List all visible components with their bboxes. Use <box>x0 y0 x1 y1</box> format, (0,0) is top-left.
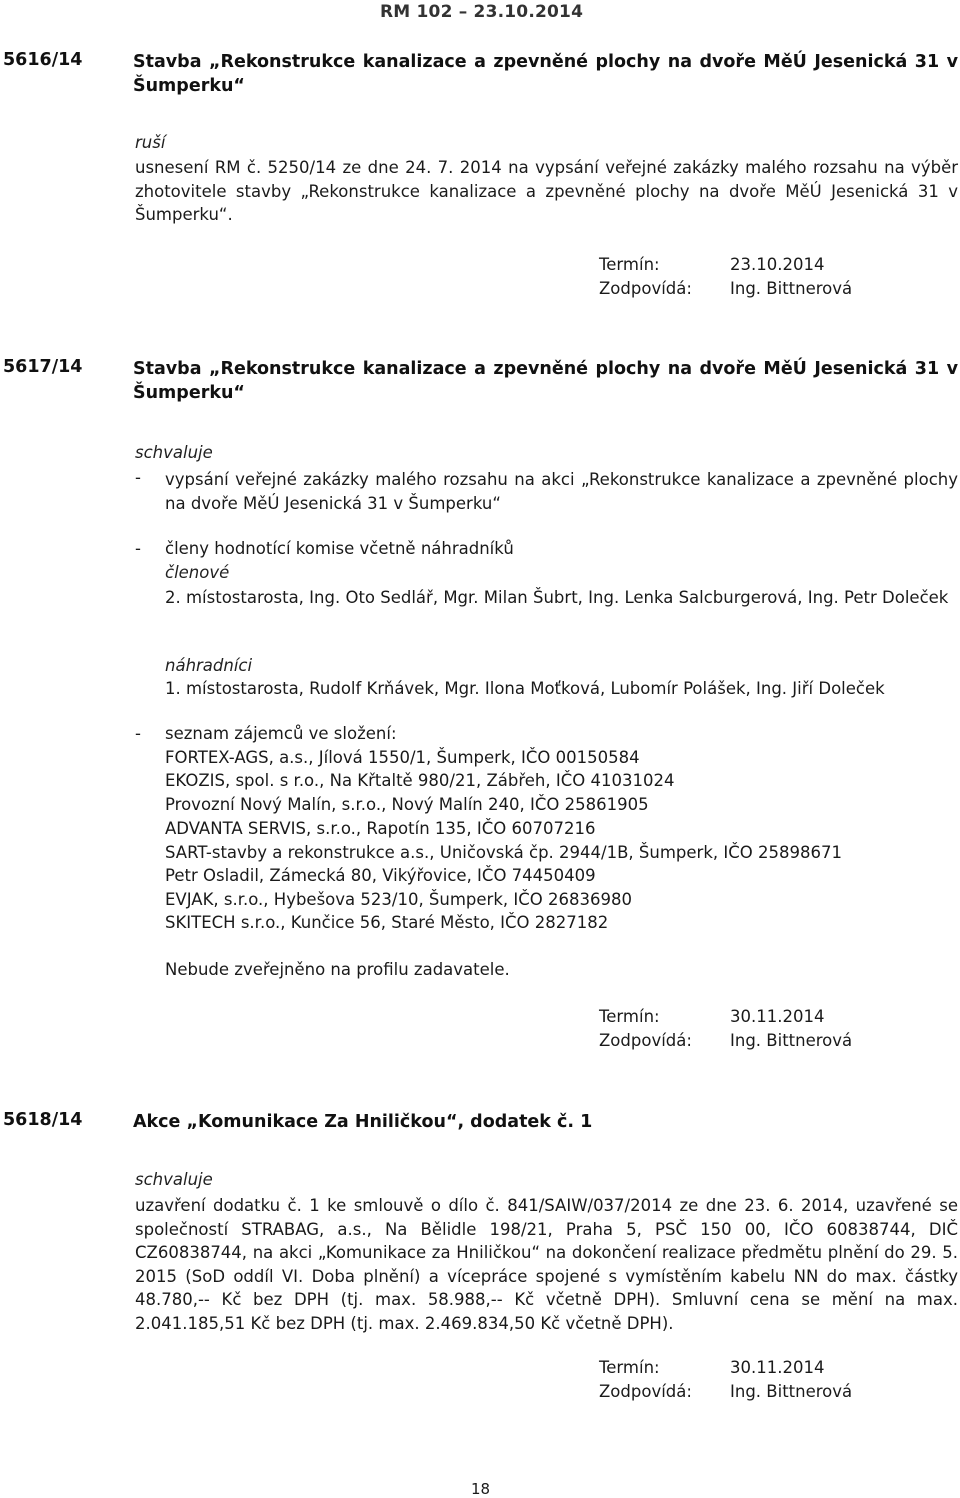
resolution-title: Stavba „Rekonstrukce kanalizace a zpevněné plochy na dvoře MěÚ Jesenická 31 v Šumperku“ <box>133 52 958 96</box>
term-label: Termín: <box>599 1007 660 1026</box>
resolution-title: Stavba „Rekonstrukce kanalizace a zpevněné plochy na dvoře MěÚ Jesenická 31 v Šumperku“ <box>133 359 958 403</box>
resolution-number: 5616/14 <box>3 50 83 70</box>
responsible-value: Ing. Bittnerová <box>730 1382 853 1401</box>
firm-line: ADVANTA SERVIS, s.r.o., Rapotín 135, IČO 60707216 <box>165 819 596 838</box>
substitutes-label: náhradníci <box>165 656 253 675</box>
responsible-label: Zodpovídá: <box>599 1031 692 1050</box>
term-value: 30.11.2014 <box>730 1358 825 1377</box>
firm-line: SKITECH s.r.o., Kunčice 56, Staré Město, IČO 2827182 <box>165 913 609 932</box>
resolution-verb: schvaluje <box>135 1170 213 1189</box>
page-number: 18 <box>471 1480 491 1498</box>
term-value: 23.10.2014 <box>730 255 825 274</box>
term-label: Termín: <box>599 255 660 274</box>
list-item: členy hodnotící komise včetně náhradníků <box>165 539 514 558</box>
publication-note: Nebude zveřejněno na profilu zadavatele. <box>165 960 510 979</box>
term-value: 30.11.2014 <box>730 1007 825 1026</box>
resolution-title: Akce „Komunikace Za Hniličkou“, dodatek č. 1 <box>133 1112 593 1132</box>
resolution-text: uzavření dodatku č. 1 ke smlouvě o dílo č. 841/SAIW/037/2014 ze dne 23. 6. 2014, uzavřené se společností STRABAG, a.s., Na Bělidle 198/21, Praha 5, PSČ 150 00, IČO 60838744, DIČ CZ60838744, na akci „Komunikace za Hniličkou“ na dokončení realizace předmětu plnění do 29. 5. 2015 (SoD oddíl VI. Doba plnění) a vícepráce spojené s vymístěním kabelu NN do max. částky 48.780,-- Kč bez DPH (tj. max. 58.988,-- Kč včetně DPH). Smluvní cena se mění na max. 2.041.185,51 Kč bez DPH (tj. max. 2.469.834,50 Kč včetně DPH). <box>135 1196 958 1333</box>
responsible-label: Zodpovídá: <box>599 1382 692 1401</box>
page-header: RM 102 – 23.10.2014 <box>380 2 584 22</box>
list-item: seznam zájemců ve složení: <box>165 724 397 743</box>
list-dash: - <box>135 468 141 487</box>
responsible-label: Zodpovídá: <box>599 279 692 298</box>
resolution-verb: ruší <box>135 133 166 152</box>
term-label: Termín: <box>599 1358 660 1377</box>
responsible-value: Ing. Bittnerová <box>730 279 853 298</box>
resolution-number: 5618/14 <box>3 1110 83 1130</box>
members-list: 2. místostarosta, Ing. Oto Sedlář, Mgr. Milan Šubrt, Ing. Lenka Salcburgerová, Ing. Petr Doleček <box>165 588 949 607</box>
substitutes-list: 1. místostarosta, Rudolf Krňávek, Mgr. Ilona Moťková, Lubomír Polášek, Ing. Jiří Doleček <box>165 679 885 698</box>
responsible-value: Ing. Bittnerová <box>730 1031 853 1050</box>
resolution-number: 5617/14 <box>3 357 83 377</box>
list-item: vypsání veřejné zakázky malého rozsahu na akci „Rekonstrukce kanalizace a zpevněné plochy na dvoře MěÚ Jesenická 31 v Šumperku“ <box>165 470 958 513</box>
firm-line: FORTEX-AGS, a.s., Jílová 1550/1, Šumperk, IČO 00150584 <box>165 748 640 767</box>
firm-line: EKOZIS, spol. s r.o., Na Křtaltě 980/21, Zábřeh, IČO 41031024 <box>165 771 675 790</box>
resolution-text: usnesení RM č. 5250/14 ze dne 24. 7. 2014 na vypsání veřejné zakázky malého rozsahu na výběr zhotovitele stavby „Rekonstrukce kanalizace a zpevněné plochy na dvoře MěÚ Jesenická 31 v Šumperku“. <box>135 158 958 224</box>
members-label: členové <box>165 563 230 582</box>
list-dash: - <box>135 539 141 558</box>
firm-line: Provozní Nový Malín, s.r.o., Nový Malín 240, IČO 25861905 <box>165 795 649 814</box>
firm-line: Petr Osladil, Zámecká 80, Vikýřovice, IČO 74450409 <box>165 866 596 885</box>
list-dash: - <box>135 724 141 743</box>
firm-line: SART-stavby a rekonstrukce a.s., Uničovská čp. 2944/1B, Šumperk, IČO 25898671 <box>165 843 842 862</box>
firm-line: EVJAK, s.r.o., Hybešova 523/10, Šumperk, IČO 26836980 <box>165 890 632 909</box>
resolution-verb: schvaluje <box>135 443 213 462</box>
